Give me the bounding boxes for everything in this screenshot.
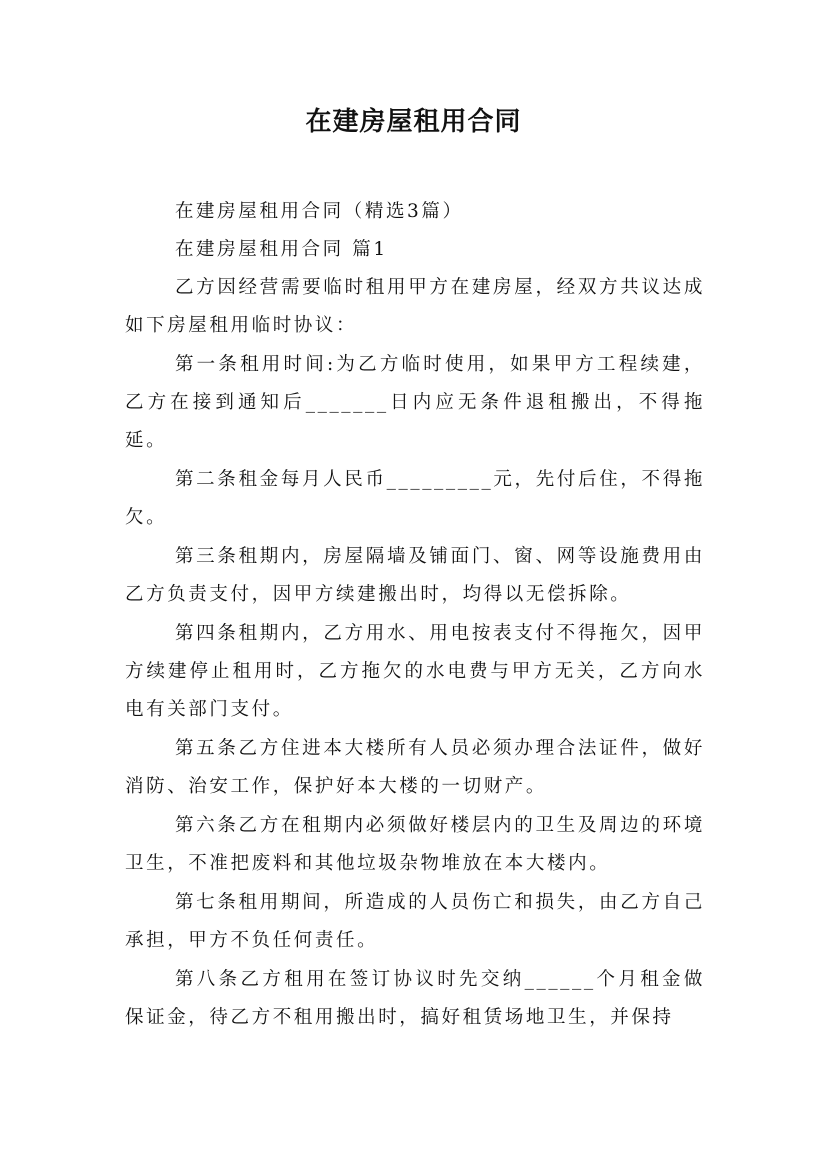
document-title: 在建房屋租用合同 (305, 107, 522, 137)
document-body (125, 193, 705, 1038)
clause-6-paragraph: 第六条乙方在租期内必须做好楼层内的卫生及周边的环境卫生，不准把废料和其他垃圾杂物堆放在本大楼内。 (125, 815, 705, 874)
section-heading-paragraph: 在建房屋租用合同 篇1 (174, 239, 388, 260)
clause-1-paragraph: 第一条租用时间:为乙方临时使用，如果甲方工程续建，乙方在接到通知后_______日内应无条件退租搬出，不得拖延。 (125, 354, 705, 451)
subtitle-paragraph: 在建房屋租用合同（精选3篇） (174, 201, 464, 222)
clause-7-paragraph: 第七条租用期间，所造成的人员伤亡和损失，由乙方自己承担，甲方不负任何责任。 (125, 892, 705, 951)
clause-2-paragraph: 第二条租金每月人民币_________元，先付后住，不得拖欠。 (125, 469, 705, 528)
intro-paragraph: 乙方因经营需要临时租用甲方在建房屋，经双方共议达成如下房屋租用临时协议： (125, 277, 705, 336)
clause-5-paragraph: 第五条乙方住进本大楼所有人员必须办理合法证件，做好消防、治安工作，保护好本大楼的一切财产。 (125, 738, 705, 797)
clause-4-paragraph: 第四条租期内，乙方用水、用电按表支付不得拖欠，因甲方续建停止租用时，乙方拖欠的水电费与甲方无关，乙方向水电有关部门支付。 (125, 623, 705, 720)
clause-8-paragraph: 第八条乙方租用在签订协议时先交纳______个月租金做保证金，待乙方不租用搬出时，搞好租赁场地卫生，并保持 (125, 969, 705, 1028)
clause-3-paragraph: 第三条租期内，房屋隔墙及铺面门、窗、网等设施费用由乙方负责支付，因甲方续建搬出时，均得以无偿拆除。 (125, 546, 705, 605)
